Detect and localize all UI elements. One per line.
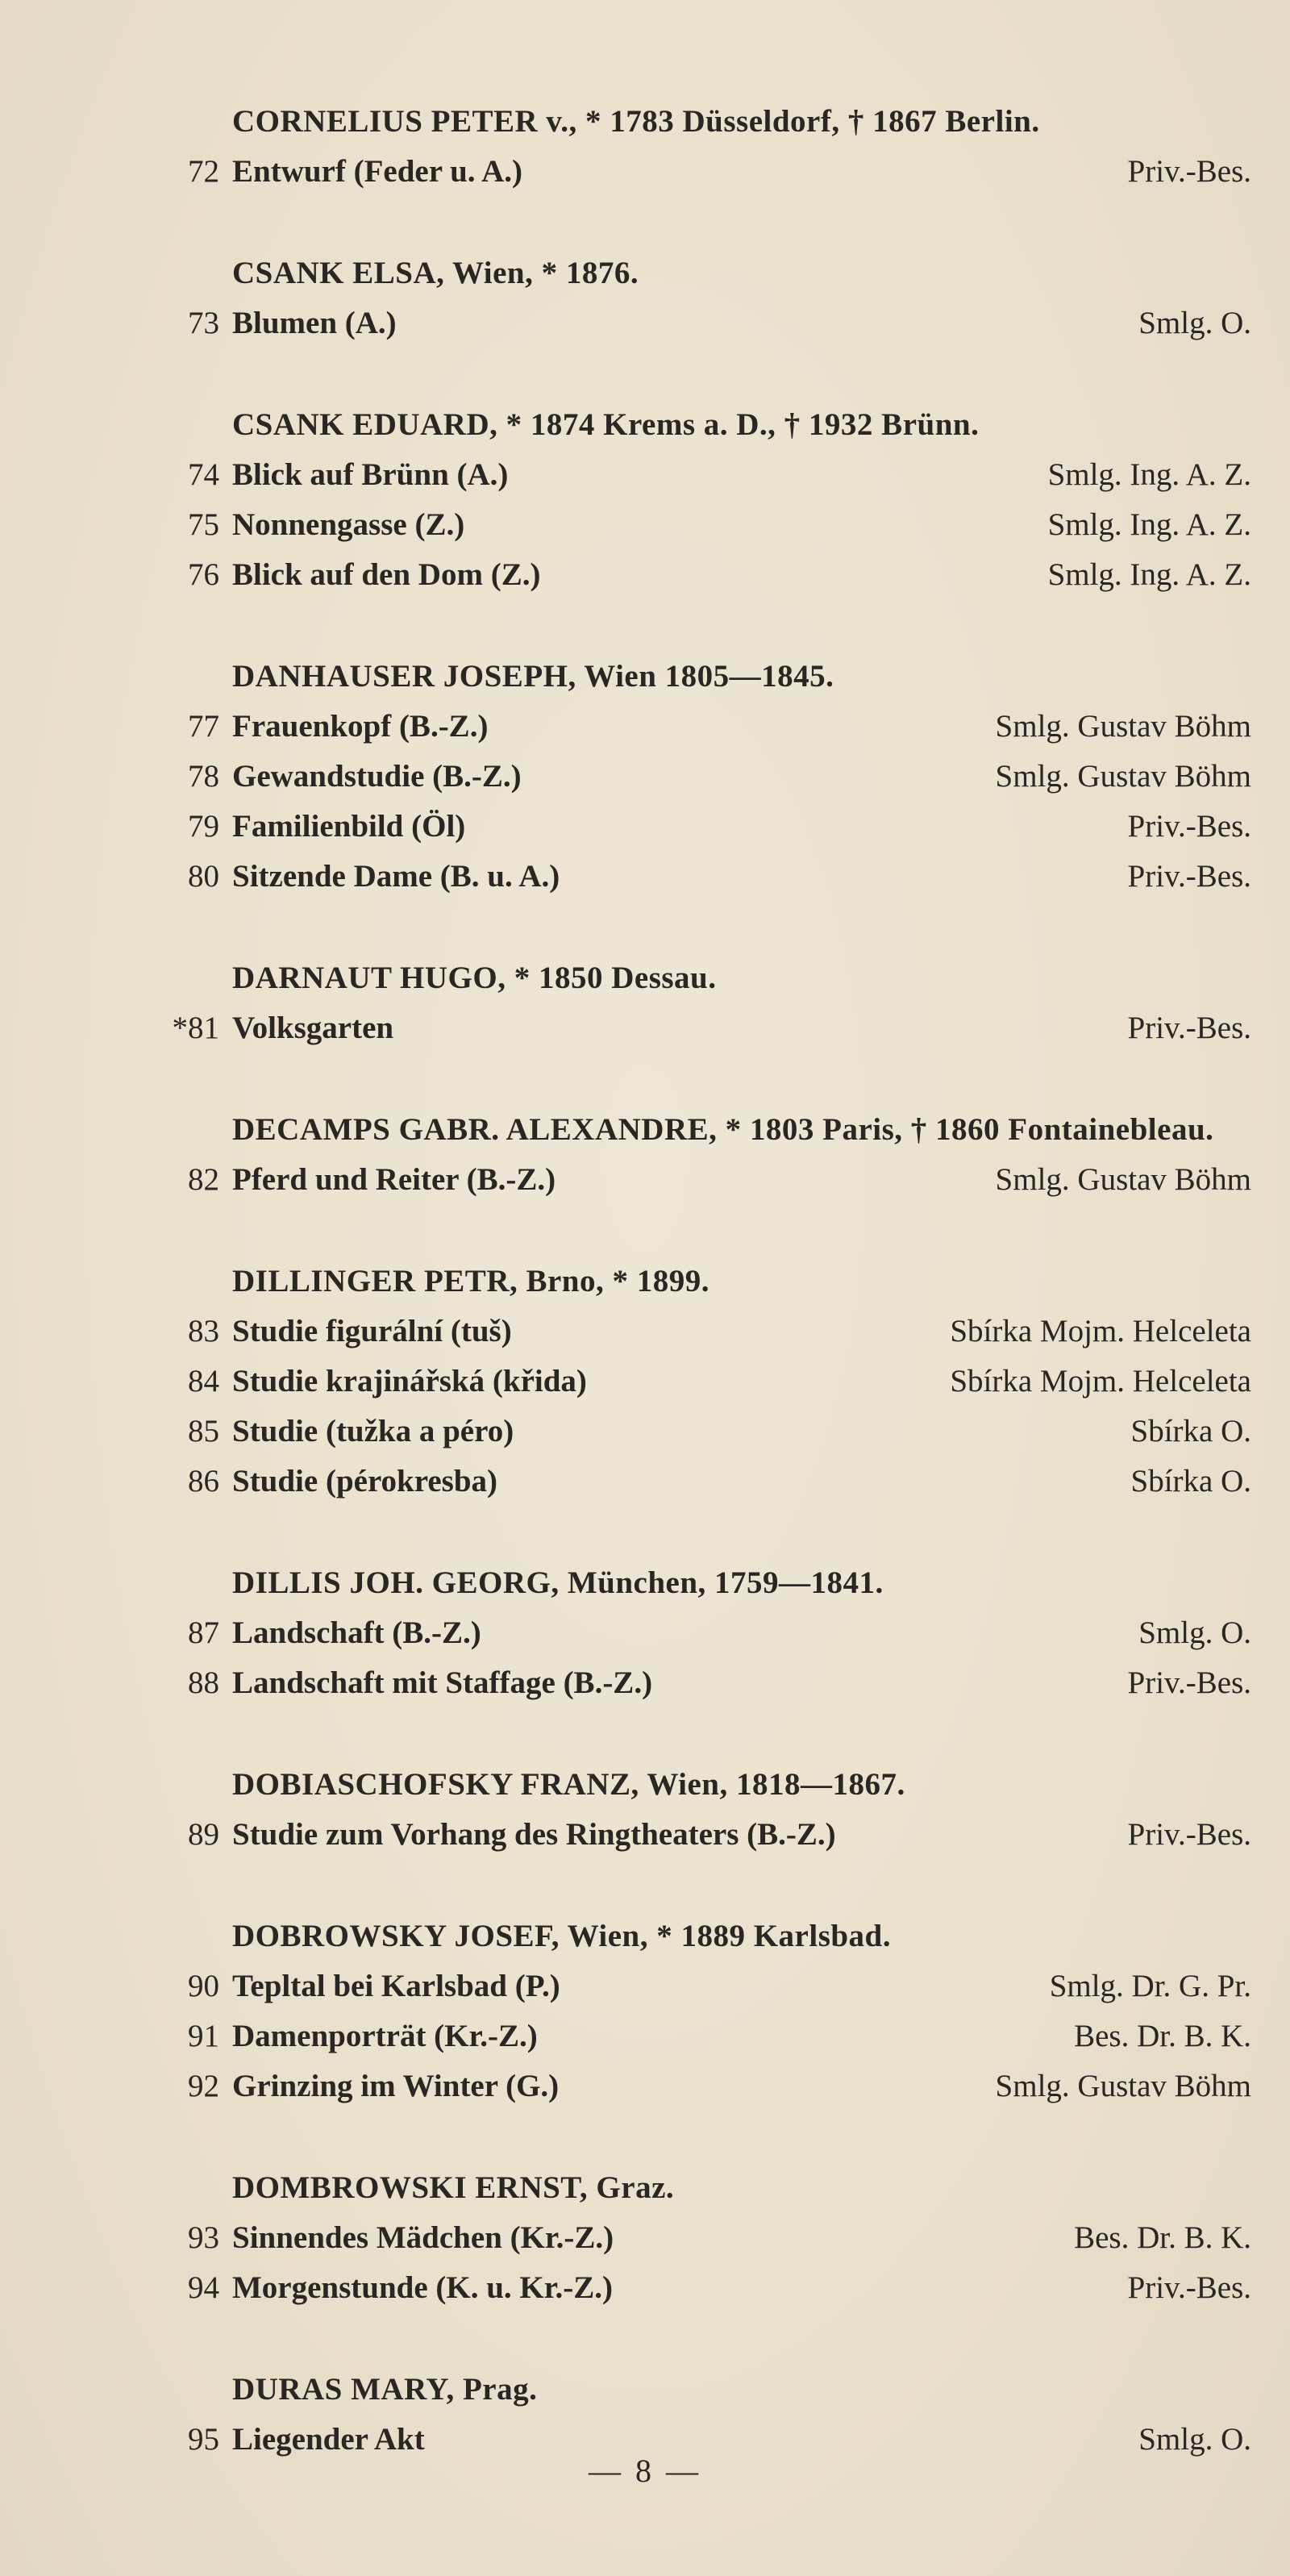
artist-name: DECAMPS GABR. ALEXANDRE, * 1803 Paris, † 1860 Fontainebleau.: [232, 1112, 1214, 1147]
work-number: 88: [188, 1665, 219, 1700]
work-number: 93: [188, 2220, 219, 2255]
work-owner: Priv.-Bes.: [1127, 1011, 1251, 1045]
work-row: [0, 298, 1290, 348]
artist-name: DOMBROWSKI ERNST, Graz.: [232, 2170, 675, 2205]
work-title: Sinnendes Mädchen (Kr.-Z.): [232, 2220, 614, 2255]
work-number: 77: [188, 709, 219, 744]
work-owner: Priv.-Bes.: [1127, 859, 1251, 894]
work-title: Studie (pérokresba): [232, 1464, 498, 1498]
work-number: 74: [188, 457, 219, 492]
work-title: Nonnengasse (Z.): [232, 507, 465, 542]
work-title: Frauenkopf (B.-Z.): [232, 709, 489, 744]
artist-name: DARNAUT HUGO, * 1850 Dessau.: [232, 961, 717, 995]
artist-entry: [0, 1558, 1290, 1708]
work-row: [0, 1658, 1290, 1708]
work-owner: Smlg. Dr. G. Pr.: [1049, 1969, 1251, 2003]
artist-entry: [0, 1105, 1290, 1205]
work-title: Gewandstudie (B.-Z.): [232, 759, 522, 794]
work-owner: Smlg. Gustav Böhm: [995, 2069, 1251, 2103]
work-row: [0, 2061, 1290, 2111]
work-owner: Priv.-Bes.: [1127, 154, 1251, 189]
work-number: 82: [188, 1162, 219, 1197]
work-owner: Bes. Dr. B. K.: [1074, 2220, 1251, 2255]
work-number: 89: [188, 1817, 219, 1852]
work-title: Blumen (A.): [232, 306, 397, 340]
work-owner: Smlg. Gustav Böhm: [995, 1162, 1251, 1197]
work-title: Landschaft mit Staffage (B.-Z.): [232, 1665, 653, 1700]
work-row: [0, 500, 1290, 550]
artist-entry: [0, 1760, 1290, 1860]
work-owner: Sbírka Mojm. Helceleta: [950, 1314, 1251, 1348]
work-number: 86: [188, 1464, 219, 1498]
artist-entry: [0, 248, 1290, 348]
work-owner: Priv.-Bes.: [1127, 809, 1251, 844]
work-number: 84: [188, 1364, 219, 1398]
work-title: Tepltal bei Karlsbad (P.): [232, 1969, 560, 2003]
work-row: [0, 752, 1290, 802]
work-row: [0, 2011, 1290, 2061]
work-title: Studie (tužka a péro): [232, 1414, 514, 1448]
work-row: [0, 550, 1290, 600]
work-owner: Priv.-Bes.: [1127, 1665, 1251, 1700]
work-owner: Priv.-Bes.: [1127, 1817, 1251, 1852]
artist-name: DURAS MARY, Prag.: [232, 2372, 538, 2407]
artist-entry: [0, 953, 1290, 1053]
page-number: — 8 —: [589, 2453, 701, 2489]
work-row: [0, 1961, 1290, 2011]
work-title: Blick auf Brünn (A.): [232, 457, 509, 492]
work-title: Sitzende Dame (B. u. A.): [232, 859, 560, 894]
work-number: 95: [188, 2422, 219, 2457]
work-title: Entwurf (Feder u. A.): [232, 154, 523, 189]
artist-entry: [0, 2365, 1290, 2465]
work-number: 85: [188, 1414, 219, 1448]
work-title: Blick auf den Dom (Z.): [232, 557, 541, 592]
work-title: Volksgarten: [232, 1011, 394, 1045]
work-owner: Priv.-Bes.: [1127, 2270, 1251, 2305]
work-number: 73: [188, 306, 219, 340]
artist-name: DILLIS JOH. GEORG, München, 1759—1841.: [232, 1565, 884, 1600]
work-number: 72: [188, 154, 219, 189]
artist-entry: [0, 1911, 1290, 2111]
work-title: Morgenstunde (K. u. Kr.-Z.): [232, 2270, 613, 2305]
work-title: Pferd und Reiter (B.-Z.): [232, 1162, 556, 1197]
artist-entry: [0, 97, 1290, 197]
artist-entry: [0, 2163, 1290, 2313]
work-number: 83: [188, 1314, 219, 1348]
work-title: Studie figurální (tuš): [232, 1314, 512, 1348]
work-title: Studie zum Vorhang des Ringtheaters (B.-Z.): [232, 1817, 836, 1852]
work-owner: Sbírka Mojm. Helceleta: [950, 1364, 1251, 1398]
work-owner: Smlg. Gustav Böhm: [995, 759, 1251, 794]
work-owner: Bes. Dr. B. K.: [1074, 2019, 1251, 2053]
artist-entry: [0, 652, 1290, 902]
work-row: [0, 802, 1290, 852]
work-title: Landschaft (B.-Z.): [232, 1615, 481, 1650]
work-owner: Smlg. O.: [1138, 1615, 1251, 1650]
work-owner: Smlg. Ing. A. Z.: [1047, 457, 1251, 492]
work-number: 87: [188, 1615, 219, 1650]
work-row: [0, 852, 1290, 902]
work-number: 75: [188, 507, 219, 542]
artist-name: DOBROWSKY JOSEF, Wien, * 1889 Karlsbad.: [232, 1919, 892, 1953]
work-number: *81: [172, 1011, 219, 1045]
artist-name: DILLINGER PETR, Brno, * 1899.: [232, 1264, 710, 1298]
work-number: 76: [188, 557, 219, 592]
work-row: [0, 1608, 1290, 1658]
artist-name: DOBIASCHOFSKY FRANZ, Wien, 1818—1867.: [232, 1767, 905, 1802]
work-owner: Smlg. Ing. A. Z.: [1047, 557, 1251, 592]
work-owner: Smlg. O.: [1138, 306, 1251, 340]
work-owner: Smlg. O.: [1138, 2422, 1251, 2457]
work-row: [0, 450, 1290, 500]
work-owner: Smlg. Ing. A. Z.: [1047, 507, 1251, 542]
work-number: 79: [188, 809, 219, 844]
work-number: 78: [188, 759, 219, 794]
work-row: [0, 1003, 1290, 1053]
work-row: [0, 1457, 1290, 1507]
work-title: Damenporträt (Kr.-Z.): [232, 2019, 538, 2053]
artist-name: CSANK EDUARD, * 1874 Krems a. D., † 1932 Brünn.: [232, 407, 980, 442]
work-row: [0, 1357, 1290, 1407]
work-row: [0, 2213, 1290, 2263]
work-row: [0, 1155, 1290, 1205]
work-number: 90: [188, 1969, 219, 2003]
work-number: 91: [188, 2019, 219, 2053]
work-owner: Sbírka O.: [1130, 1414, 1251, 1448]
artist-name: DANHAUSER JOSEPH, Wien 1805—1845.: [232, 659, 834, 694]
work-number: 80: [188, 859, 219, 894]
artist-entry: [0, 1257, 1290, 1507]
work-row: [0, 1810, 1290, 1860]
work-row: [0, 1407, 1290, 1457]
work-row: [0, 702, 1290, 752]
work-row: [0, 147, 1290, 197]
work-owner: Sbírka O.: [1130, 1464, 1251, 1498]
work-row: [0, 2263, 1290, 2313]
work-title: Grinzing im Winter (G.): [232, 2069, 560, 2103]
work-row: [0, 1307, 1290, 1357]
work-title: Studie krajinářská (křida): [232, 1364, 587, 1398]
artist-name: CSANK ELSA, Wien, * 1876.: [232, 256, 639, 290]
work-title: Liegender Akt: [232, 2422, 425, 2457]
artist-name: CORNELIUS PETER v., * 1783 Düsseldorf, † 1867 Berlin.: [232, 104, 1040, 139]
work-title: Familienbild (Öl): [232, 809, 466, 844]
work-number: 92: [188, 2069, 219, 2103]
catalog-list: [0, 97, 1290, 2516]
work-number: 94: [188, 2270, 219, 2305]
artist-entry: [0, 400, 1290, 600]
work-owner: Smlg. Gustav Böhm: [995, 709, 1251, 744]
